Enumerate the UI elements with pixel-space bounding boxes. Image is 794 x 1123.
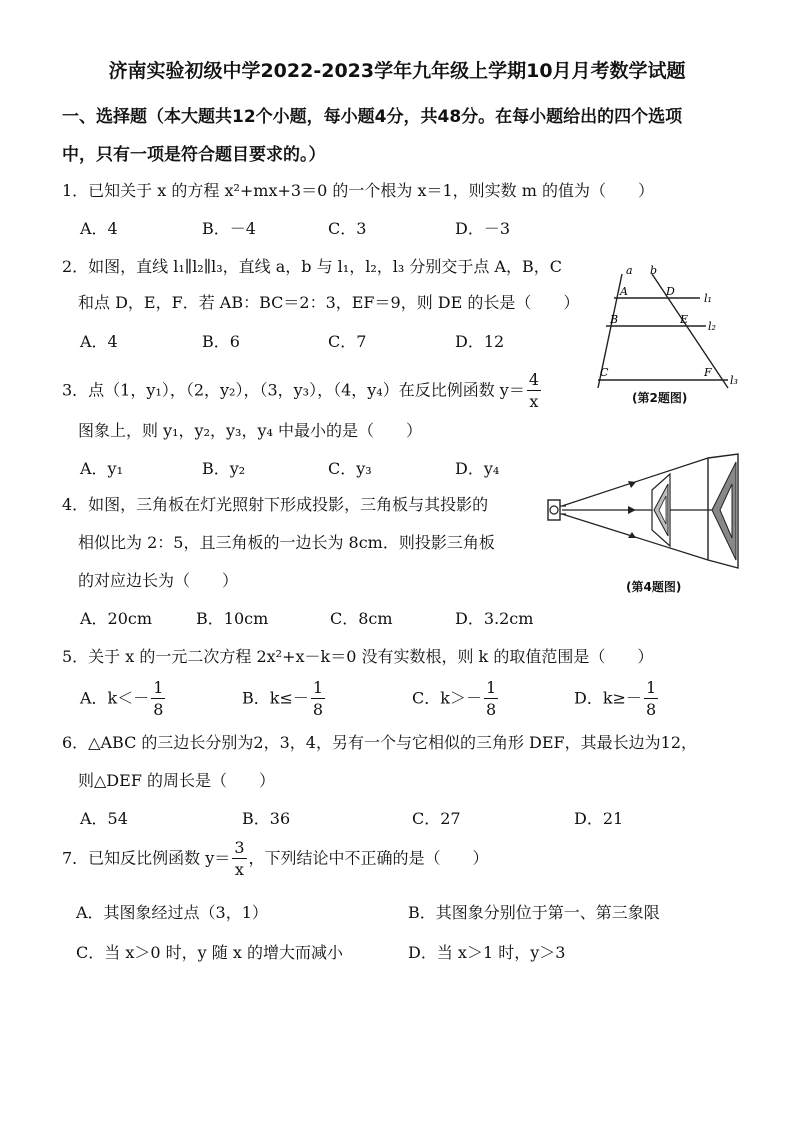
q3-option-b: B．y₂ bbox=[202, 459, 246, 478]
q2-option-b: B．6 bbox=[202, 332, 240, 351]
q4-line1: 4．如图，三角板在灯光照射下形成投影，三角板与其投影的 bbox=[62, 495, 489, 514]
q6-line1: 6．△ABC 的三边长分别为2，3，4，另有一个与它相似的三角形 DEF，其最长边为12， bbox=[62, 733, 698, 752]
q4-figure-caption: (第4题图) bbox=[626, 580, 682, 594]
fig2-label-E: E bbox=[680, 313, 689, 326]
q5-option-b: B．k≤－ $\frac{1}{8}$ bbox=[242, 678, 324, 719]
fig2-label-A: A bbox=[620, 285, 628, 298]
q3-option-a: A．y₁ bbox=[80, 459, 124, 478]
q5-option-d: D．k≥－ $\frac{1}{8}$ bbox=[574, 678, 657, 719]
fig2-label-D: D bbox=[666, 285, 675, 298]
q4-option-c: C．8cm bbox=[330, 609, 393, 628]
q3-option-c: C．y₃ bbox=[328, 459, 372, 478]
fig2-label-a: a bbox=[626, 264, 633, 277]
q6-option-d: D．21 bbox=[574, 809, 624, 828]
q2-line1: 2．如图，直线 l₁∥l₂∥l₃，直线 a，b 与 l₁，l₂，l₃ 分别交于点 A，B，C bbox=[62, 257, 563, 276]
q2-line2: 和点 D，E，F．若 AB：BC＝2：3，EF＝9，则 DE 的长是（ ） bbox=[78, 293, 580, 312]
q5-stem: 5．关于 x 的一元二次方程 2x²+x－k＝0 没有实数根，则 k 的取值范围是（ ） bbox=[62, 647, 654, 666]
fig2-label-C: C bbox=[600, 366, 609, 379]
q6-option-c: C．27 bbox=[412, 809, 461, 828]
q2-option-d: D．12 bbox=[455, 332, 505, 351]
fig2-label-l3: l₃ bbox=[730, 374, 738, 387]
q6-option-b: B．36 bbox=[242, 809, 291, 828]
q1-option-b: B．－4 bbox=[202, 219, 256, 238]
fig2-label-B: B bbox=[610, 313, 619, 326]
q5-option-a: A．k＜－ $\frac{1}{8}$ bbox=[80, 678, 164, 719]
fig2-label-b: b bbox=[650, 264, 658, 277]
q3-fraction: $\frac{4}{x}$ bbox=[528, 370, 540, 411]
q6-line2: 则△DEF 的周长是（ ） bbox=[78, 771, 276, 790]
q7-fraction: $\frac{3}{x}$ bbox=[234, 838, 245, 879]
q3-line1 bbox=[62, 372, 543, 410]
section-header-line1: 一、选择题（本大题共12个小题，每小题4分，共48分。在每小题给出的四个选项 bbox=[62, 107, 683, 127]
q4-option-d: D．3.2cm bbox=[455, 609, 534, 628]
fig2-label-F: F bbox=[704, 366, 712, 379]
q4-figure bbox=[540, 448, 746, 576]
q4-option-b: B．10cm bbox=[196, 609, 269, 628]
q3-line2: 图象上，则 y₁，y₂，y₃，y₄ 中最小的是（ ） bbox=[78, 421, 422, 440]
q4-line2: 相似比为 2：5，且三角板的一边长为 8cm．则投影三角板 bbox=[78, 533, 495, 552]
q7-stem: 7．已知反比例函数 y＝ $\frac{3}{x}$ ，下列结论中不正确的是（ ） bbox=[62, 838, 489, 879]
q1-option-d: D．－3 bbox=[455, 219, 511, 238]
q7-option-d: D．当 x＞1 时，y＞3 bbox=[408, 943, 566, 962]
section-header-line2: 中，只有一项是符合题目要求的。） bbox=[62, 145, 326, 165]
q7-option-c: C．当 x＞0 时，y 随 x 的增大而减小 bbox=[76, 943, 343, 962]
q2-option-c: C．7 bbox=[328, 332, 367, 351]
fig2-label-l1: l₁ bbox=[704, 292, 712, 305]
q4-line3: 的对应边长为（ ） bbox=[78, 571, 239, 590]
q5-option-c: C．k＞－ $\frac{1}{8}$ bbox=[412, 678, 497, 719]
fig2-label-l2: l₂ bbox=[708, 320, 716, 333]
q7-option-a: A．其图象经过点（3，1） bbox=[76, 903, 268, 922]
q6-option-a: A．54 bbox=[80, 809, 128, 828]
q1-stem: 1．已知关于 x 的方程 x²+mx+3＝0 的一个根为 x＝1，则实数 m 的值为（ ） bbox=[62, 181, 654, 200]
q2-figure bbox=[590, 262, 750, 410]
q3-line1-text: 3．点（1，y₁），（2，y₂），（3，y₃），（4，y₄）在反比例函数 y＝ bbox=[62, 380, 525, 400]
q3-option-d: D．y₄ bbox=[455, 459, 500, 478]
page-title: 济南实验初级中学2022-2023学年九年级上学期10月月考数学试题 bbox=[108, 60, 686, 82]
q2-figure-caption: (第2题图) bbox=[632, 391, 688, 405]
q2-option-a: A．4 bbox=[80, 332, 118, 351]
q1-option-a: A．4 bbox=[80, 219, 118, 238]
q7-option-b: B．其图象分别位于第一、第三象限 bbox=[408, 903, 660, 922]
q1-option-c: C．3 bbox=[328, 219, 367, 238]
q4-option-a: A．20cm bbox=[80, 609, 153, 628]
